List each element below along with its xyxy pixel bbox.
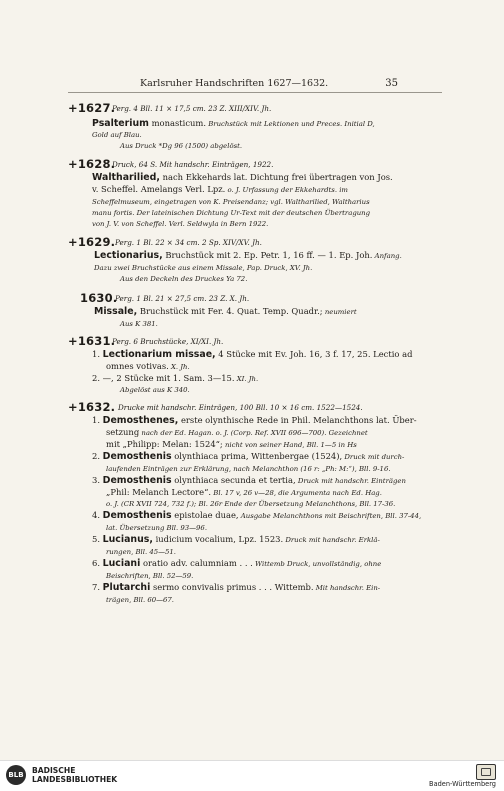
entry-number: +1632. [68,400,116,414]
entry-meta: Perg. 1 Bl. 21 × 27,5 cm. 23 Z. X. Jh. [115,294,250,303]
entry-line: 5. Lucianus, iudicium vocalium, Lpz. 1523. Druck mit handschr. Erklä- [92,534,380,545]
entry-line: rungen, Bll. 45—51. [106,548,176,556]
entry-line: setzung nach der Ed. Hagan. o. J. (Corp. Ref. XVII 696—700). Gezeichnet [106,427,368,437]
entry-line: o. J. (CR XVII 724, 732 f.); Bl. 26r Ende der Übersetzung Melanchthons, Bll. 17-36. [106,500,396,508]
footer-bar [0,760,504,791]
entry-line: 2. —, 2 Stücke mit 1. Sam. 3—15. XI. Jh. [92,373,259,383]
entry-line: omnes votivas. X. Jh. [106,361,190,371]
entry-line: Abgelöst aus K 340. [120,386,190,394]
entry-line: Missale, Bruchstück mit Fer. 4. Quat. Temp. Quadr.; neumiert [94,306,357,317]
entry-line: 7. Plutarchi sermo convivalis primus . . . Wittemb. Mit handschr. Ein- [92,582,381,593]
entry-line: Scheffelmuseum, eingetragen von K. Preisendanz; vgl. Waltharilied, Waltharius [92,198,370,206]
header-rule [68,92,442,93]
entry-meta: Perg. 6 Bruchstücke, XI/XI. Jh. [112,337,224,346]
entry-line: Beischriften, Bll. 52—59. [106,572,194,580]
entry-line: lat. Übersetzung Bll. 93—96. [106,524,208,532]
entry-line: manu fortis. Der lateinischen Dichtung Ur-Text mit der deutschen Übertragung [92,209,371,217]
entry-line: Waltharilied, nach Ekkehards lat. Dichtung frei übertragen von Jos. [92,172,393,183]
entry-meta: Perg. 4 Bll. 11 × 17,5 cm. 23 Z. XIII/XIV. Jh. [112,104,272,113]
library-name[interactable]: BADISCHE LANDESBIBLIOTHEK [32,766,118,784]
entry-number: +1631. [68,334,116,348]
entry-meta: Druck, 64 S. Mit handschr. Einträgen, 1922. [112,160,274,169]
entry-line: laufenden Einträgen zur Erklärung, nach Melanchthon (16 r: „Ph: M:“), Bll. 9-16. [106,465,391,473]
entry-line: Psalterium monasticum. Bruchstück mit Lektionen und Preces. Initial D, [92,118,375,129]
entry-meta: Perg. 1 Bl. 22 × 34 cm. 2 Sp. XIV/XV. Jh. [115,238,262,247]
entry-line: Aus K 381. [120,320,158,328]
entry-line: 4. Demosthenis epistolae duae, Ausgabe Melanchthons mit Beischriften, Bll. 37-44, [92,510,422,521]
entry-line: Dazu zwei Bruchstücke aus einem Missale, Pap. Druck, XV. Jh. [94,264,313,272]
entry-line: von J. V. von Scheffel. Verl. Seldwyla in Bern 1922. [92,220,269,228]
entry-number: +1628. [68,157,116,171]
entry-number: +1629. [68,235,116,249]
entry-line: Lectionarius, Bruchstück mit 2. Ep. Petr. 1, 16 ff. — 1. Ep. Joh. Anfang. [94,250,402,261]
entry-line: mit „Philipp: Melan: 1524“; nicht von seiner Hand, Bll. 1—5 in Hs [106,439,357,449]
entry-line: „Phil: Melanch Lectore“. Bl. 17 v, 26 v—28, die Argumenta nach Ed. Hag. [106,487,382,497]
entry-meta: Drucke mit handschr. Einträgen, 100 Bll. 10 × 16 cm. 1522—1524. [118,403,363,412]
entry-line: 6. Luciani oratio adv. calumniam . . . Wittemb Druck, unvollständig, ohne [92,558,382,569]
entry-number: 1630. [80,291,118,305]
partner-name[interactable]: Baden-Württemberg [429,780,496,788]
blb-logo-icon[interactable]: BLB [6,765,26,785]
entry-line: 1. Lectionarium missae, 4 Stücke mit Ev. Joh. 16, 3 f. 17, 25. Lectio ad [92,349,413,360]
entry-line: 2. Demosthenis olynthiaca prima, Wittenbergae (1524), Druck mit durch- [92,451,405,462]
entry-line: Gold auf Blau. [92,131,142,139]
entry-line: trägen, Bll. 60—67. [106,596,174,604]
entry-line: Aus den Deckeln des Druckes Ya 72. [120,275,248,283]
entry-number: +1627. [68,101,116,115]
entry-line: 3. Demosthenis olynthiaca secunda et tertia, Druck mit handschr. Einträgen [92,475,406,486]
entry-line: 1. Demosthenes, erste olynthische Rede in Phil. Melanchthons lat. Über- [92,415,417,426]
entry-line: Aus Druck *Dg 96 (1500) abgelöst. [120,142,243,150]
page-number: 35 [385,78,398,89]
entry-line: v. Scheffel. Amelangs Verl. Lpz. o. J. Urfassung der Ekkehardts. im [92,184,348,194]
running-title: Karlsruher Handschriften 1627—1632. [140,78,329,89]
coat-of-arms-icon [476,764,496,780]
